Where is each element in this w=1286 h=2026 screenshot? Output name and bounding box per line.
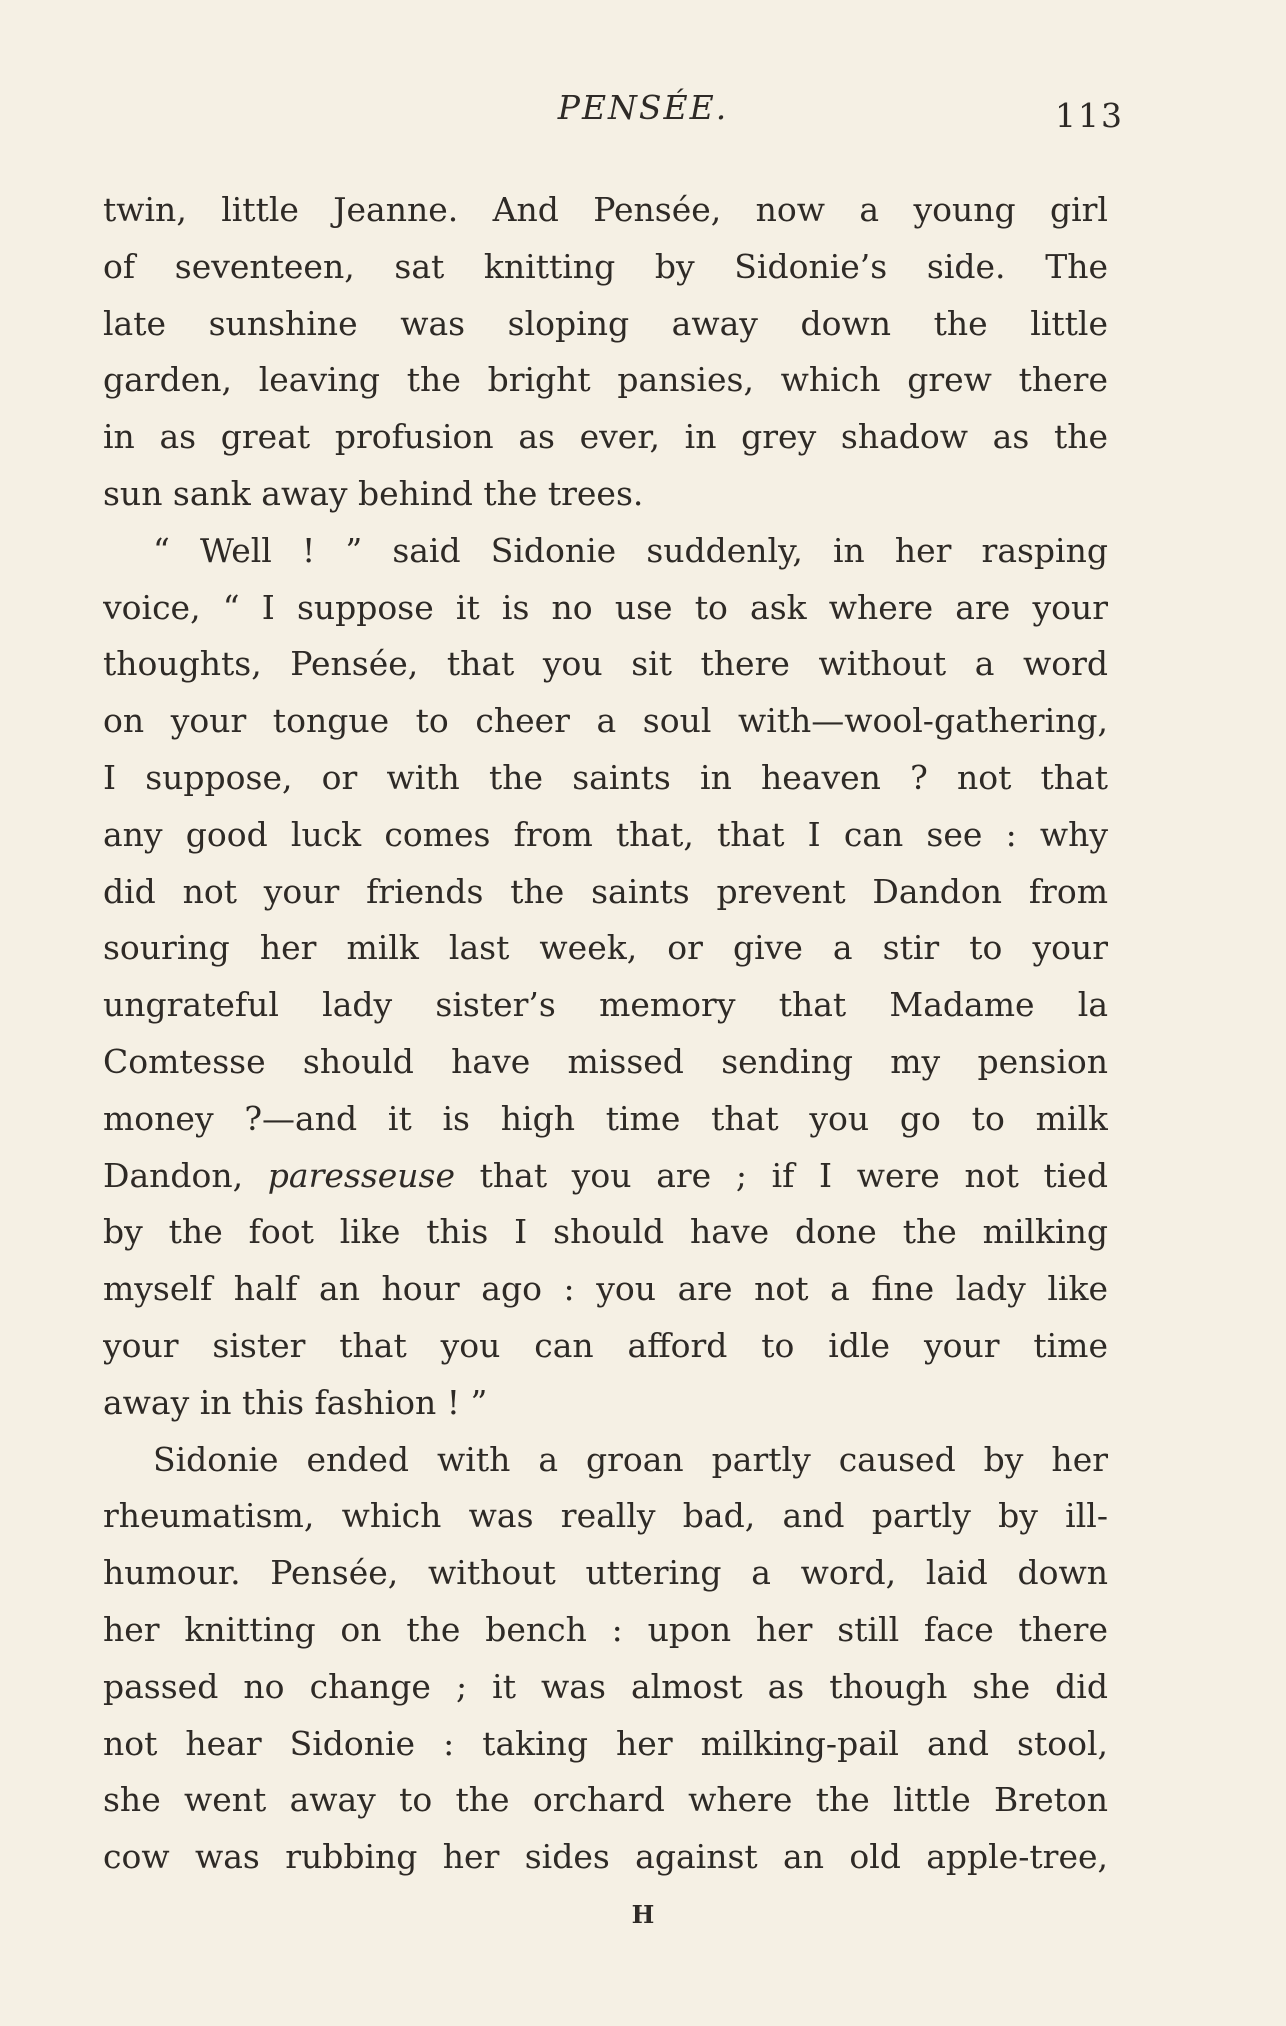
text-line: sun sank away behind the trees. xyxy=(103,473,644,513)
text-line: her knitting on the bench : upon her still face there xyxy=(103,1609,1108,1649)
text-line: humour. Pensée, without uttering a word, laid down xyxy=(103,1553,1108,1593)
text-line: in as great profusion as ever, in grey shadow as the xyxy=(103,417,1108,457)
text-line: Comtesse should have missed sending my pension xyxy=(103,1041,1108,1081)
text-line: Sidonie ended with a groan partly caused by her xyxy=(153,1439,1108,1479)
text-line: twin, little Jeanne. And Pensée, now a young girl xyxy=(103,190,1108,229)
text-line: late sunshine was sloping away down the little xyxy=(103,303,1108,343)
text-line: cow was rubbing her sides against an old apple-tree, xyxy=(103,1837,1108,1877)
text-line: passed no change ; it was almost as though she did xyxy=(103,1666,1108,1706)
text-line: any good luck comes from that, that I can see : why xyxy=(103,814,1108,854)
text-line: ungrateful lady sister’s memory that Madame la xyxy=(103,985,1108,1025)
body-text xyxy=(103,182,1108,1886)
signature-mark: H xyxy=(631,1900,655,1929)
text-line: by the foot like this I should have done the milking xyxy=(103,1212,1108,1252)
text-line: souring her milk last week, or give a stir to your xyxy=(103,928,1108,968)
text-line: away in this fashion ! ” xyxy=(103,1382,488,1422)
text-segment: Dandon, xyxy=(103,1155,268,1195)
text-line: money ?—and it is high time that you go to milk xyxy=(103,1098,1108,1138)
text-line: did not your friends the saints prevent Dandon from xyxy=(103,871,1108,911)
text-line: not hear Sidonie : taking her milking-pail and stool, xyxy=(103,1723,1108,1763)
text-line: on your tongue to cheer a soul with—wool-gathering, xyxy=(103,701,1108,741)
text-line: she went away to the orchard where the little Breton xyxy=(103,1780,1108,1820)
text-segment: that you are ; if I were not tied xyxy=(455,1155,1108,1195)
text-line: thoughts, Pensée, that you sit there without a word xyxy=(103,644,1108,684)
text-line: of seventeen, sat knitting by Sidonie’s side. The xyxy=(103,246,1108,286)
text-line: rheumatism, which was really bad, and partly by ill- xyxy=(103,1496,1108,1536)
text-line-with-italic xyxy=(103,1148,1108,1205)
page-number: 113 xyxy=(1055,96,1124,135)
text-line: “ Well ! ” said Sidonie suddenly, in her rasping xyxy=(153,530,1108,570)
text-line: garden, leaving the bright pansies, which grew there xyxy=(103,360,1108,400)
text-line: I suppose, or with the saints in heaven ? not that xyxy=(103,757,1108,797)
running-title: PENSÉE. xyxy=(557,88,729,127)
text-line: myself half an hour ago : you are not a fine lady like xyxy=(103,1269,1108,1309)
text-line: voice, “ I suppose it is no use to ask where are your xyxy=(103,587,1108,627)
italic-word: paresseuse xyxy=(267,1155,456,1195)
text-line: your sister that you can afford to idle your time xyxy=(103,1325,1108,1365)
